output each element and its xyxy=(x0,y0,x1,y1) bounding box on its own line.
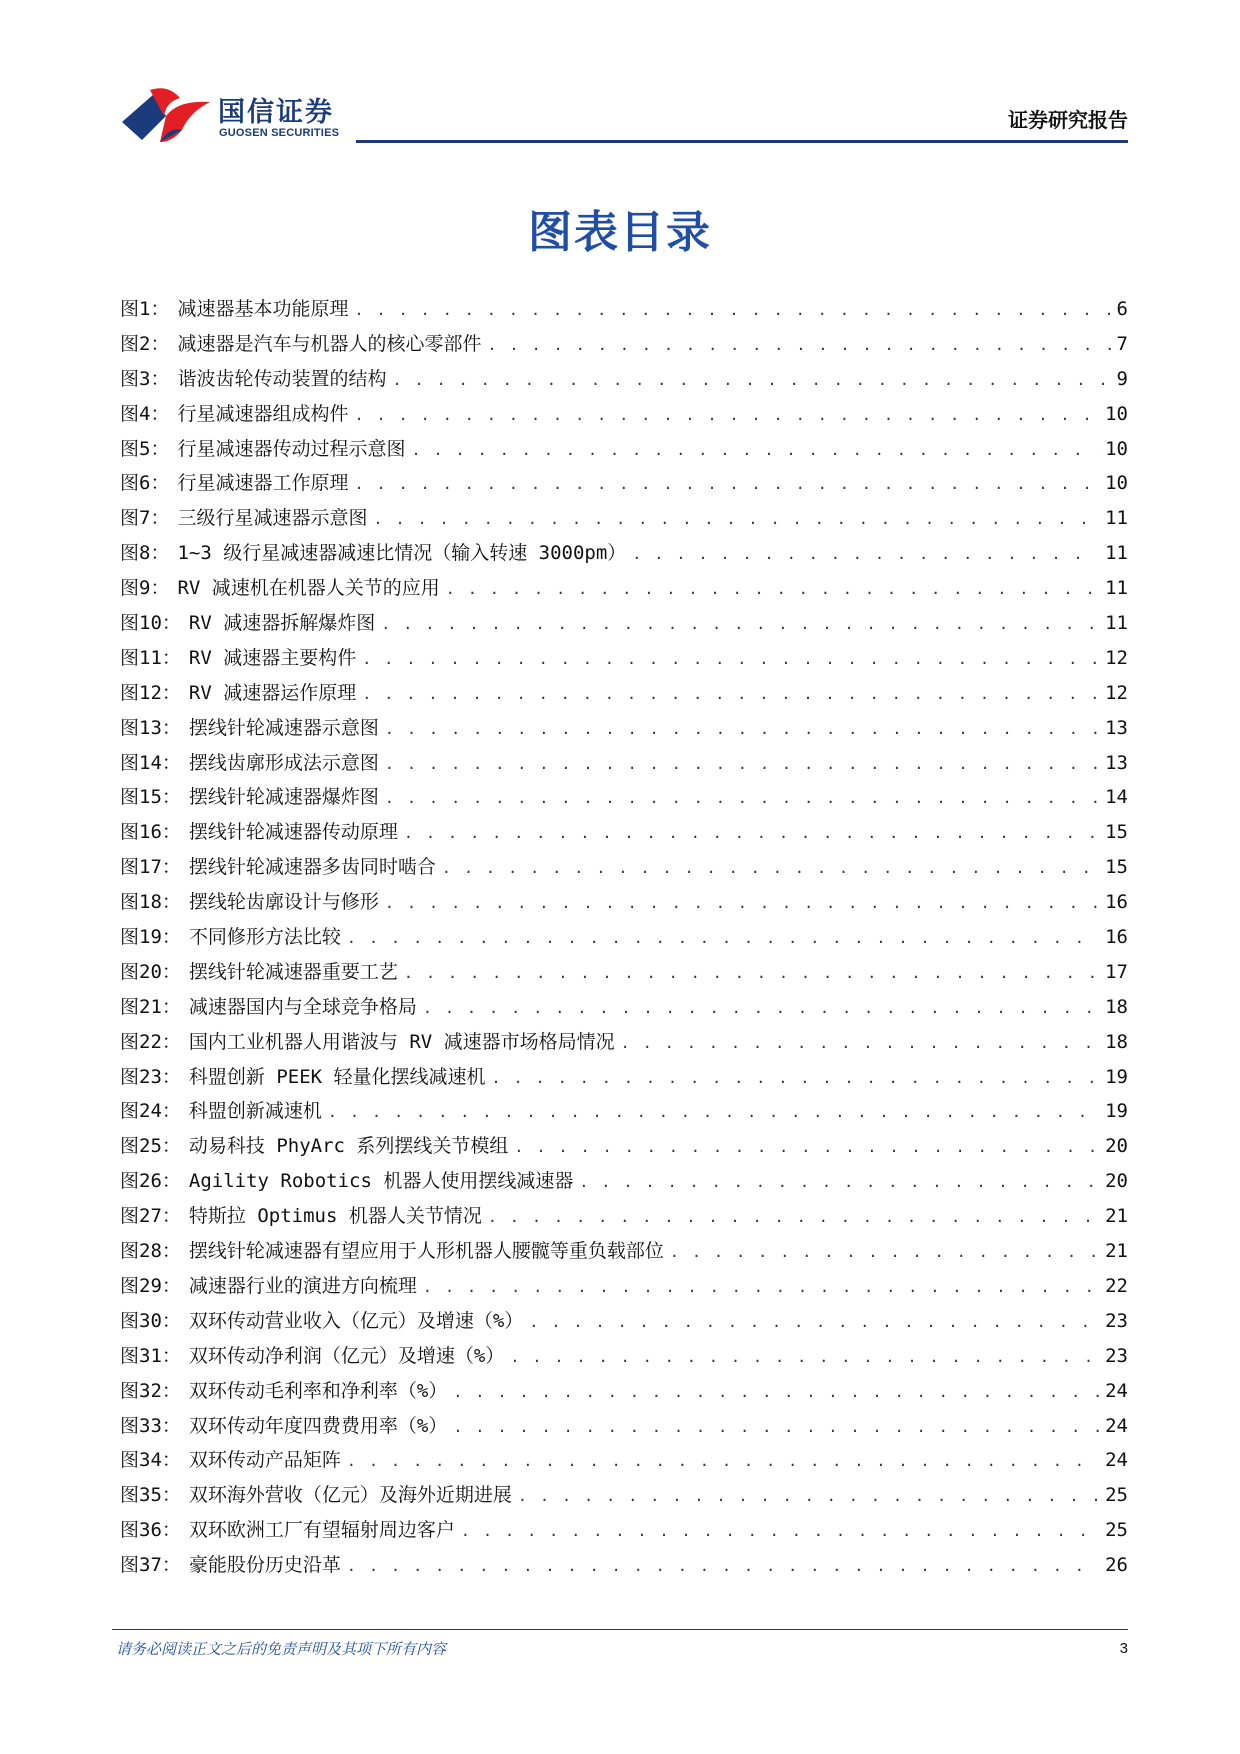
page-header xyxy=(0,0,1240,150)
logo-english-name: GUOSEN SECURITIES xyxy=(219,127,340,139)
toc-figure-title: 双环欧洲工厂有望辐射周边客户 xyxy=(188,1519,455,1542)
toc-dot-leader xyxy=(510,1340,1099,1374)
toc-dot-leader xyxy=(328,1095,1099,1129)
toc-dot-leader xyxy=(385,886,1099,920)
toc-page-number: 25 xyxy=(1105,1519,1128,1542)
toc-figure-label: 图13： xyxy=(120,716,181,739)
toc-page-number: 22 xyxy=(1105,1274,1128,1297)
toc-figure-label: 图33： xyxy=(120,1414,181,1437)
toc-entry[interactable] xyxy=(120,362,1128,397)
toc-figure-title: 减速器行业的演进方向梳理 xyxy=(188,1274,417,1297)
toc-figure-title: 行星减速器工作原理 xyxy=(177,472,349,495)
toc-figure-title: 双环传动毛利率和净利率（%） xyxy=(188,1379,448,1402)
toc-figure-title: 减速器基本功能原理 xyxy=(177,298,349,320)
toc-page-number: 18 xyxy=(1105,1030,1128,1053)
toc-page-number: 9 xyxy=(1116,367,1128,390)
toc-entry[interactable] xyxy=(120,501,1128,536)
toc-entry[interactable] xyxy=(120,1304,1128,1339)
toc-page-number: 24 xyxy=(1105,1414,1128,1437)
toc-figure-label: 图15： xyxy=(120,786,181,809)
toc-dot-leader xyxy=(362,642,1099,676)
toc-figure-label: 图36： xyxy=(120,1519,181,1542)
toc-figure-title: 科盟创新 PEEK 轻量化摆线减速机 xyxy=(188,1065,486,1088)
toc-entry[interactable] xyxy=(120,955,1128,990)
toc-entry[interactable] xyxy=(120,815,1128,850)
toc-entry[interactable] xyxy=(120,1513,1128,1548)
toc-dot-leader xyxy=(381,607,1099,641)
toc-page-number: 12 xyxy=(1105,646,1128,669)
toc-figure-label: 图32： xyxy=(120,1379,181,1402)
toc-figure-label: 图28： xyxy=(120,1240,181,1263)
toc-entry[interactable] xyxy=(120,641,1128,676)
toc-figure-title: RV 减速器运作原理 xyxy=(188,681,357,704)
toc-entry[interactable] xyxy=(120,292,1128,327)
toc-page-number: 15 xyxy=(1105,821,1128,844)
toc-figure-title: 双环海外营收（亿元）及海外近期进展 xyxy=(188,1484,512,1507)
toc-figure-title: 摆线针轮减速器多齿同时啮合 xyxy=(188,856,436,879)
toc-page-number: 18 xyxy=(1105,995,1128,1018)
toc-entry[interactable] xyxy=(120,1339,1128,1374)
toc-dot-leader xyxy=(354,398,1099,432)
toc-figure-title: 摆线针轮减速器有望应用于人形机器人腰髋等重负载部位 xyxy=(188,1240,664,1263)
toc-figure-title: 动易科技 PhyArc 系列摆线关节模组 xyxy=(188,1135,509,1158)
toc-figure-label: 图29： xyxy=(120,1274,181,1297)
toc-figure-title: 摆线轮齿廓设计与修形 xyxy=(188,891,379,914)
toc-dot-leader xyxy=(347,1549,1099,1583)
toc-figure-label: 图9： xyxy=(120,577,170,600)
toc-page-number: 6 xyxy=(1116,298,1128,320)
toc-entry[interactable] xyxy=(120,1060,1128,1095)
toc-entry[interactable] xyxy=(120,885,1128,920)
toc-dot-leader xyxy=(632,537,1099,571)
toc-page-number: 24 xyxy=(1105,1379,1128,1402)
toc-entry[interactable] xyxy=(120,1164,1128,1199)
toc-figure-title: 行星减速器传动过程示意图 xyxy=(177,437,406,460)
toc-dot-leader xyxy=(385,781,1099,815)
toc-figure-label: 图4： xyxy=(120,402,170,425)
toc-page-number: 11 xyxy=(1105,542,1128,565)
toc-figure-title: 双环传动净利润（亿元）及增速（%） xyxy=(188,1344,505,1367)
toc-dot-leader xyxy=(404,956,1099,990)
toc-dot-leader xyxy=(579,1165,1099,1199)
toc-figure-title: 特斯拉 Optimus 机器人关节情况 xyxy=(188,1205,482,1228)
toc-entry[interactable] xyxy=(120,1199,1128,1234)
toc-entry[interactable] xyxy=(120,711,1128,746)
toc-entry[interactable] xyxy=(120,1129,1128,1164)
toc-dot-leader xyxy=(385,712,1099,746)
toc-figure-label: 图24： xyxy=(120,1100,181,1123)
toc-dot-leader xyxy=(442,851,1099,885)
toc-entry[interactable] xyxy=(120,920,1128,955)
toc-dot-leader xyxy=(354,467,1099,501)
toc-page-number: 19 xyxy=(1105,1065,1128,1088)
toc-figure-label: 图34： xyxy=(120,1449,181,1472)
toc-figure-label: 图12： xyxy=(120,681,181,704)
toc-figure-title: 不同修形方法比较 xyxy=(188,926,341,949)
toc-figure-label: 图25： xyxy=(120,1135,181,1158)
toc-figure-label: 图20： xyxy=(120,960,181,983)
toc-page-number: 15 xyxy=(1105,856,1128,879)
toc-page-number: 14 xyxy=(1105,786,1128,809)
toc-entry[interactable] xyxy=(120,780,1128,815)
toc-entry[interactable] xyxy=(120,327,1128,362)
toc-entry[interactable] xyxy=(120,606,1128,641)
toc-dot-leader xyxy=(411,433,1099,467)
toc-dot-leader xyxy=(621,1026,1099,1060)
toc-entry[interactable] xyxy=(120,432,1128,467)
toc-dot-leader xyxy=(670,1235,1099,1269)
toc-figure-title: RV 减速机在机器人关节的应用 xyxy=(177,577,440,600)
toc-figure-label: 图7： xyxy=(120,507,170,530)
toc-entry[interactable] xyxy=(120,571,1128,606)
toc-page-number: 19 xyxy=(1105,1100,1128,1123)
toc-figure-label: 图22： xyxy=(120,1030,181,1053)
toc-figure-label: 图14： xyxy=(120,751,181,774)
toc-entry[interactable] xyxy=(120,466,1128,501)
toc-figure-label: 图10： xyxy=(120,612,181,635)
toc-figure-title: 摆线针轮减速器示意图 xyxy=(188,716,379,739)
toc-dot-leader xyxy=(518,1479,1099,1513)
toc-page-number: 17 xyxy=(1105,960,1128,983)
toc-page-number: 12 xyxy=(1105,681,1128,704)
toc-dot-leader xyxy=(461,1514,1099,1548)
toc-dot-leader xyxy=(492,1061,1100,1095)
toc-figure-label: 图19： xyxy=(120,926,181,949)
toc-dot-leader xyxy=(514,1130,1099,1164)
toc-figure-title: 摆线针轮减速器传动原理 xyxy=(188,821,398,844)
toc-dot-leader xyxy=(362,677,1099,711)
toc-figure-title: 摆线齿廓形成法示意图 xyxy=(188,751,379,774)
toc-entry[interactable] xyxy=(120,1094,1128,1129)
toc-figure-label: 图21： xyxy=(120,995,181,1018)
toc-page-number: 24 xyxy=(1105,1449,1128,1472)
footer-disclaimer: 请务必阅读正文之后的免责声明及其项下所有内容 xyxy=(116,1640,447,1658)
toc-page-number: 11 xyxy=(1105,507,1128,530)
toc-figure-title: 双环传动年度四费费用率（%） xyxy=(188,1414,448,1437)
toc-figure-label: 图26： xyxy=(120,1170,181,1193)
toc-figure-title: 国内工业机器人用谐波与 RV 减速器市场格局情况 xyxy=(188,1030,615,1053)
toc-entry[interactable] xyxy=(120,1478,1128,1513)
page-number: 3 xyxy=(1119,1640,1128,1657)
toc-figure-label: 图27： xyxy=(120,1205,181,1228)
toc-entry[interactable] xyxy=(120,746,1128,781)
toc-dot-leader xyxy=(453,1410,1099,1444)
toc-figure-title: 减速器是汽车与机器人的核心零部件 xyxy=(177,332,482,355)
toc-dot-leader xyxy=(392,363,1110,397)
toc-entry[interactable] xyxy=(120,850,1128,885)
toc-page-number: 10 xyxy=(1105,437,1128,460)
toc-dot-leader xyxy=(373,502,1099,536)
toc-figure-title: 科盟创新减速机 xyxy=(188,1100,322,1123)
toc-entry[interactable] xyxy=(120,536,1128,571)
toc-dot-leader xyxy=(347,921,1099,955)
toc-figure-label: 图1： xyxy=(120,298,170,320)
toc-entry[interactable] xyxy=(120,990,1128,1025)
toc-page-number: 21 xyxy=(1105,1240,1128,1263)
toc-page-number: 10 xyxy=(1105,402,1128,425)
toc-figure-title: 豪能股份历史沿革 xyxy=(188,1554,341,1577)
toc-page-number: 20 xyxy=(1105,1170,1128,1193)
toc-figure-label: 图17： xyxy=(120,856,181,879)
toc-page-number: 23 xyxy=(1105,1309,1128,1332)
toc-dot-leader xyxy=(487,328,1110,362)
toc-figure-title: RV 减速器主要构件 xyxy=(188,646,357,669)
toc-page-number: 25 xyxy=(1105,1484,1128,1507)
toc-figure-label: 图8： xyxy=(120,542,170,565)
toc-figure-title: 行星减速器组成构件 xyxy=(177,402,349,425)
header-divider xyxy=(356,140,1128,143)
report-type-label: 证券研究报告 xyxy=(1008,108,1128,132)
toc-entry[interactable] xyxy=(120,1374,1128,1409)
toc-figure-title: 摆线针轮减速器重要工艺 xyxy=(188,960,398,983)
toc-dot-leader xyxy=(423,991,1099,1025)
toc-dot-leader xyxy=(385,747,1099,781)
toc-figure-label: 图11： xyxy=(120,646,181,669)
toc-figure-title: 减速器国内与全球竞争格局 xyxy=(188,995,417,1018)
page-title: 图表目录 xyxy=(528,207,712,258)
toc-entry[interactable] xyxy=(120,1548,1128,1583)
toc-page-number: 21 xyxy=(1105,1205,1128,1228)
toc-figure-label: 图37： xyxy=(120,1554,181,1577)
toc-figure-title: 三级行星减速器示意图 xyxy=(177,507,368,530)
toc-figure-label: 图23： xyxy=(120,1065,181,1088)
toc-page-number: 11 xyxy=(1105,577,1128,600)
toc-figure-label: 图3： xyxy=(120,367,170,390)
logo-chinese-name: 国信证券 xyxy=(218,97,334,128)
toc-page-number: 7 xyxy=(1116,332,1128,355)
toc-figure-label: 图31： xyxy=(120,1344,181,1367)
footer-divider xyxy=(112,1629,1128,1630)
toc-page-number: 10 xyxy=(1105,472,1128,495)
toc-page-number: 23 xyxy=(1105,1344,1128,1367)
toc-figure-title: 双环传动营业收入（亿元）及增速（%） xyxy=(188,1309,524,1332)
toc-figure-label: 图35： xyxy=(120,1484,181,1507)
toc-entry[interactable] xyxy=(120,676,1128,711)
toc-entry[interactable] xyxy=(120,1409,1128,1444)
toc-page-number: 16 xyxy=(1105,891,1128,914)
toc-entry[interactable] xyxy=(120,1025,1128,1060)
toc-dot-leader xyxy=(453,1375,1099,1409)
toc-dot-leader xyxy=(404,816,1099,850)
toc-page-number: 26 xyxy=(1105,1554,1128,1577)
toc-figure-label: 图5： xyxy=(120,437,170,460)
toc-dot-leader xyxy=(423,1270,1099,1304)
toc-figure-label: 图6： xyxy=(120,472,170,495)
toc-figure-label: 图30： xyxy=(120,1309,181,1332)
toc-entry[interactable] xyxy=(120,397,1128,432)
toc-figure-label: 图2： xyxy=(120,332,170,355)
toc-page-number: 11 xyxy=(1105,612,1128,635)
toc-figure-title: 谐波齿轮传动装置的结构 xyxy=(177,367,387,390)
toc-page-number: 13 xyxy=(1105,751,1128,774)
toc-page-number: 20 xyxy=(1105,1135,1128,1158)
toc-figure-title: Agility Robotics 机器人使用摆线减速器 xyxy=(188,1170,574,1193)
figure-toc-list xyxy=(120,292,1128,1583)
toc-entry[interactable] xyxy=(120,1234,1128,1269)
toc-entry[interactable] xyxy=(120,1269,1128,1304)
toc-figure-title: RV 减速器拆解爆炸图 xyxy=(188,612,376,635)
toc-figure-label: 图18： xyxy=(120,891,181,914)
toc-figure-title: 1~3 级行星减速器减速比情况（输入转速 3000pm） xyxy=(177,542,627,565)
toc-page-number: 13 xyxy=(1105,716,1128,739)
toc-dot-leader xyxy=(446,572,1099,606)
toc-dot-leader xyxy=(354,293,1110,327)
toc-figure-label: 图16： xyxy=(120,821,181,844)
toc-dot-leader xyxy=(347,1444,1099,1478)
toc-figure-title: 双环传动产品矩阵 xyxy=(188,1449,341,1472)
toc-dot-leader xyxy=(488,1200,1099,1234)
toc-dot-leader xyxy=(529,1305,1099,1339)
guosen-logo-icon xyxy=(120,86,212,144)
toc-figure-title: 摆线针轮减速器爆炸图 xyxy=(188,786,379,809)
toc-entry[interactable] xyxy=(120,1443,1128,1478)
toc-page-number: 16 xyxy=(1105,926,1128,949)
